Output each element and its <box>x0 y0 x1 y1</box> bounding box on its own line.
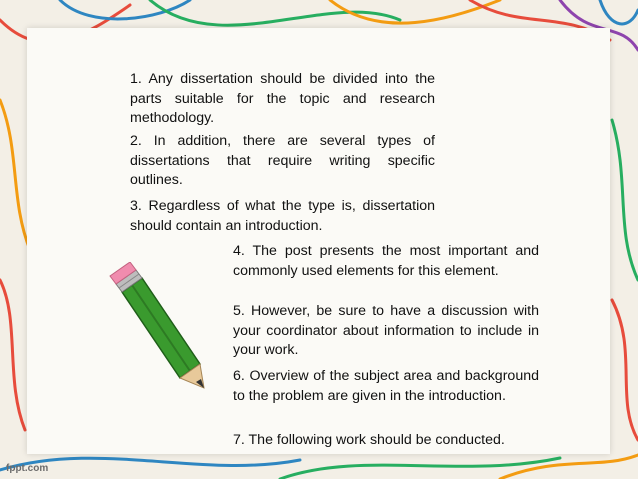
paragraph-6: 6. Overview of the subject area and background to the problem are given in the introduction. <box>233 368 539 404</box>
paragraph-3: 3. Regardless of what the type is, dissertation should contain an introduction. <box>130 198 435 234</box>
paragraph-7: 7. The following work should be conducted. <box>233 432 505 448</box>
footer-watermark: fppt.com <box>6 463 49 474</box>
paragraph-4: 4. The post presents the most important and commonly used elements for this element. <box>233 243 539 279</box>
paragraph-2: 2. In addition, there are several types of dissertations that require writing specific outlines. <box>130 133 435 188</box>
pencil-icon <box>108 262 218 392</box>
paragraph-1: 1. Any dissertation should be divided into the parts suitable for the topic and research methodology. <box>130 71 435 126</box>
paragraph-5: 5. However, be sure to have a discussion with your coordinator about information to include in your work. <box>233 303 539 358</box>
